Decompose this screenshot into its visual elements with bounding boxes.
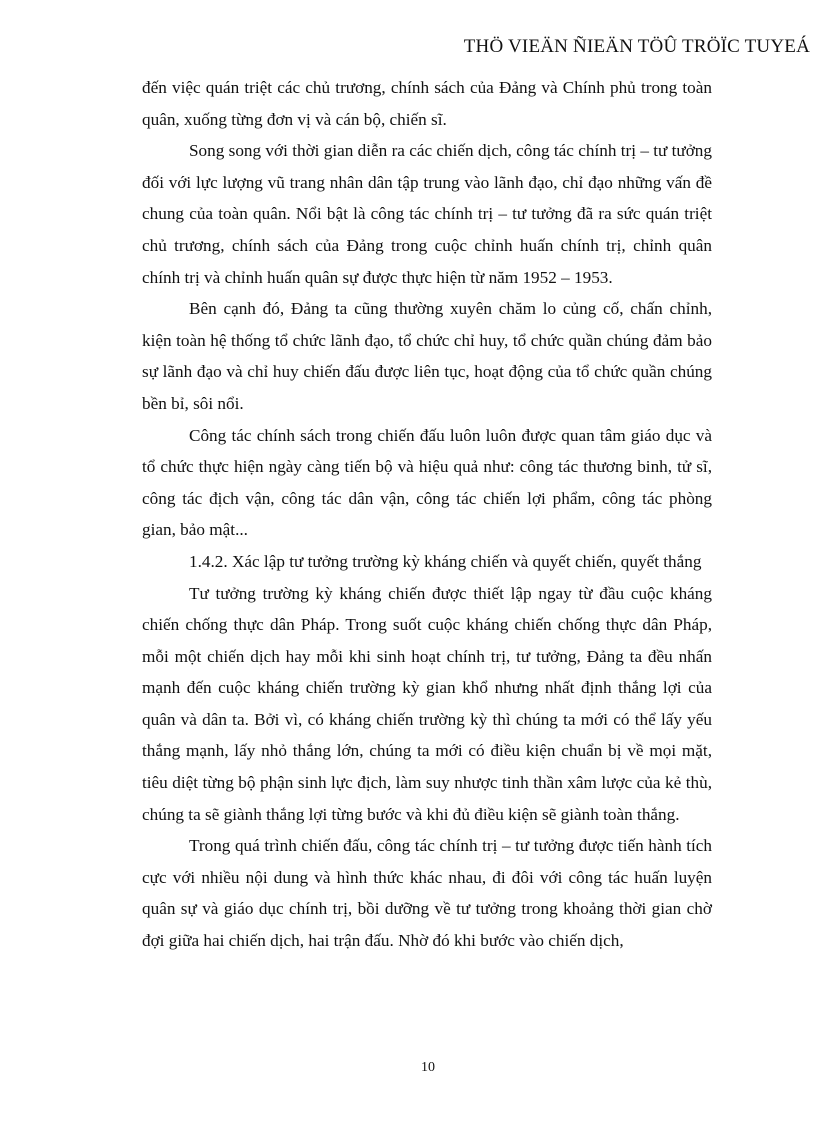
page-header-title: THÖ VIEÄN ÑIEÄN TÖÛ TRÖÏC TUYEÁ (463, 36, 810, 57)
paragraph-policy-work: Công tác chính sách trong chiến đấu luôn luôn được quan tâm giáo dục và tổ chức thực hiện ngày càng tiến bộ và hiệu quả như: công tác thương binh, tử sĩ, công tác địch vận, công tác dân vận, công tác chiến lợi phẩm, công tác phòng gian, bảo mật... (142, 425, 712, 540)
section-heading-1-4-2: 1.4.2. Xác lập tư tưởng trường kỳ kháng chiến và quyết chiến, quyết thắng (189, 551, 702, 571)
paragraph-organization: Bên cạnh đó, Đảng ta cũng thường xuyên chăm lo củng cố, chấn chỉnh, kiện toàn hệ thống tổ chức lãnh đạo, tổ chức chỉ huy, tổ chức quần chúng đảm bảo sự lãnh đạo và chỉ huy chiến đấu được liên tục, hoạt động của tổ chức quần chúng bền bỉ, sôi nổi. (142, 299, 712, 413)
page-number: 10 (421, 1060, 435, 1075)
paragraph-protracted-resistance: Tư tưởng trường kỳ kháng chiến được thiết lập ngay từ đầu cuộc kháng chiến chống thực dân Pháp. Trong suốt cuộc kháng chiến chống thực dân Pháp, mỗi một chiến dịch hay mỗi khi sinh hoạt chính trị, tư tưởng, Đảng ta đều nhấn mạnh đến cuộc kháng chiến trường kỳ gian khổ nhưng nhất định thắng lợi của quân và dân ta. Bởi vì, có kháng chiến trường kỳ thì chúng ta mới có thể lấy yếu thắng mạnh, lấy nhỏ thắng lớn, chúng ta mới có điều kiện chuẩn bị về mọi mặt, tiêu diệt từng bộ phận sinh lực địch, làm suy nhược tinh thần xâm lược của kẻ thù, chúng ta sẽ giành thắng lợi từng bước và khi đủ điều kiện sẽ giành toàn thắng. (142, 583, 712, 824)
paragraph-continuation: đến việc quán triệt các chủ trương, chính sách của Đảng và Chính phủ trong toàn quân, xuống từng đơn vị và cán bộ, chiến sĩ. (142, 78, 712, 129)
paragraph-political-work: Song song với thời gian diễn ra các chiến dịch, công tác chính trị – tư tưởng đối với lực lượng vũ trang nhân dân tập trung vào lãnh đạo, chỉ đạo những vấn đề chung của toàn quân. Nổi bật là công tác chính trị – tư tưởng đã ra sức quán triệt chủ trương, chính sách của Đảng trong cuộc chỉnh huấn chính trị, chỉnh quân chính trị và chỉnh huấn quân sự được thực hiện từ năm 1952 – 1953. (142, 141, 712, 287)
document-body (142, 72, 712, 957)
paragraph-combat-process: Trong quá trình chiến đấu, công tác chính trị – tư tưởng được tiến hành tích cực với nhiều nội dung và hình thức khác nhau, đi đôi với công tác huấn luyện quân sự và giáo dục chính trị, bồi dưỡng về tư tưởng trong khoảng thời gian chờ đợi giữa hai chiến dịch, hai trận đấu. Nhờ đó khi bước vào chiến dịch, (142, 836, 712, 951)
